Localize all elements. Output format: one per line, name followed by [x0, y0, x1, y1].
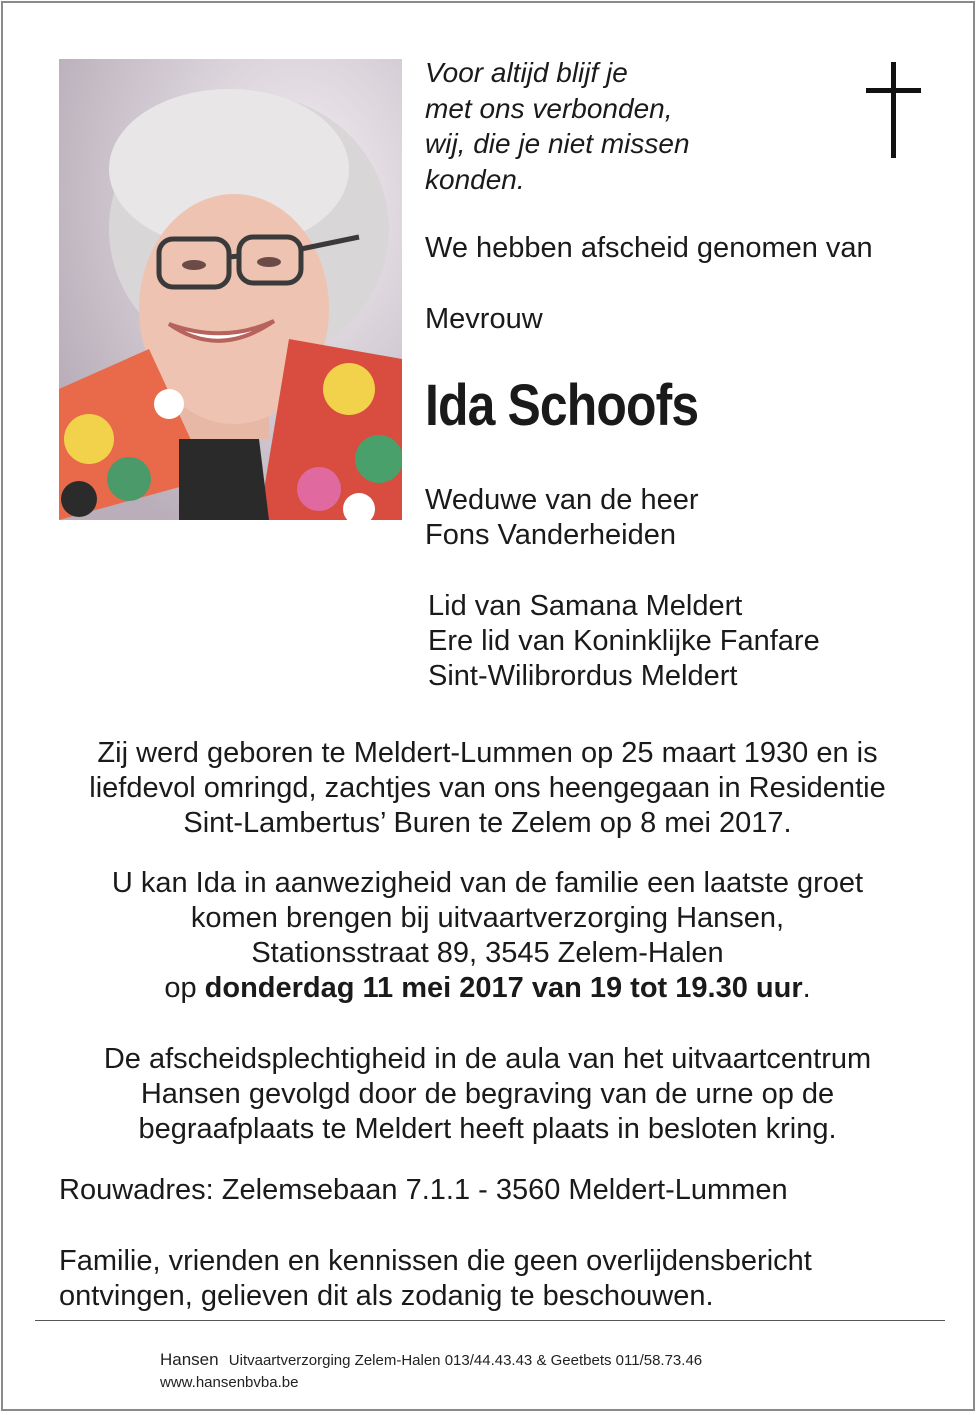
portrait-illustration: [59, 59, 402, 520]
membership-line: Sint-Wilibrordus Meldert: [428, 660, 738, 692]
poem-line: met ons verbonden,: [425, 92, 673, 124]
poem-line: konden.: [425, 163, 525, 195]
poem-line: wij, die je niet missen: [425, 128, 690, 159]
cross-icon: [864, 62, 924, 160]
ceremony-paragraph: [40, 1042, 935, 1147]
paragraph-line: ontvingen, gelieven dit als zodanig te beschouwen.: [59, 1280, 714, 1312]
paragraph-line: Zij werd geboren te Meldert-Lummen op 25 maart 1930 en is: [97, 737, 878, 769]
poem-line: Voor altijd blijf je: [425, 57, 628, 88]
visitation-paragraph: [40, 866, 935, 1006]
membership-line: Ere lid van Koninklijke Fanfare: [428, 625, 820, 657]
membership-line: Lid van Samana Meldert: [428, 590, 743, 622]
paragraph-line: begraafplaats te Meldert heeft plaats in besloten kring.: [138, 1113, 837, 1145]
deceased-name: Ida Schoofs: [425, 373, 699, 438]
website-link[interactable]: www.hansenbvba.be: [160, 1374, 299, 1391]
birth-death-paragraph: [40, 736, 935, 841]
salutation: Mevrouw: [425, 303, 543, 335]
when-date: donderdag 11 mei 2017 van 19 tot 19.30 uur: [204, 972, 803, 1004]
widow-line: Weduwe van de heer: [425, 484, 699, 516]
paragraph-line: Sint-Lambertus’ Buren te Zelem op 8 mei 2017.: [183, 807, 792, 839]
intro-text: We hebben afscheid genomen van: [425, 232, 873, 264]
notice-paragraph: [59, 1244, 812, 1314]
paragraph-line: liefdevol omringd, zachtjes van ons heengegaan in Residentie: [89, 772, 886, 804]
paragraph-line: Hansen gevolgd door de begraving van de urne op de: [140, 1078, 835, 1110]
funeral-home-contact: Uitvaartverzorging Zelem-Halen 013/44.43.43 & Geetbets 011/58.73.46: [228, 1352, 703, 1369]
paragraph-line: Stationsstraat 89, 3545 Zelem-Halen: [251, 937, 724, 969]
paragraph-line: De afscheidsplechtigheid in de aula van het uitvaartcentrum: [103, 1043, 872, 1075]
when-prefix: op: [164, 972, 197, 1004]
paragraph-line: komen brengen bij uitvaartverzorging Hansen,: [190, 902, 785, 934]
funeral-home-brand: Hansen: [160, 1350, 219, 1369]
footer-line: [160, 1350, 702, 1370]
poem: [425, 55, 690, 197]
portrait-photo: [59, 59, 402, 520]
visitation-when: [40, 971, 935, 1006]
widow-of: [425, 483, 699, 553]
footer-divider: [35, 1320, 945, 1321]
paragraph-line: U kan Ida in aanwezigheid van de familie een laatste groet: [111, 867, 864, 899]
memberships: [428, 589, 820, 694]
mourning-address: Rouwadres: Zelemsebaan 7.1.1 - 3560 Meldert-Lummen: [59, 1174, 788, 1206]
paragraph-line: Familie, vrienden en kennissen die geen overlijdensbericht: [59, 1245, 812, 1277]
widow-line: Fons Vanderheiden: [425, 519, 676, 551]
when-suffix: .: [802, 972, 811, 1004]
